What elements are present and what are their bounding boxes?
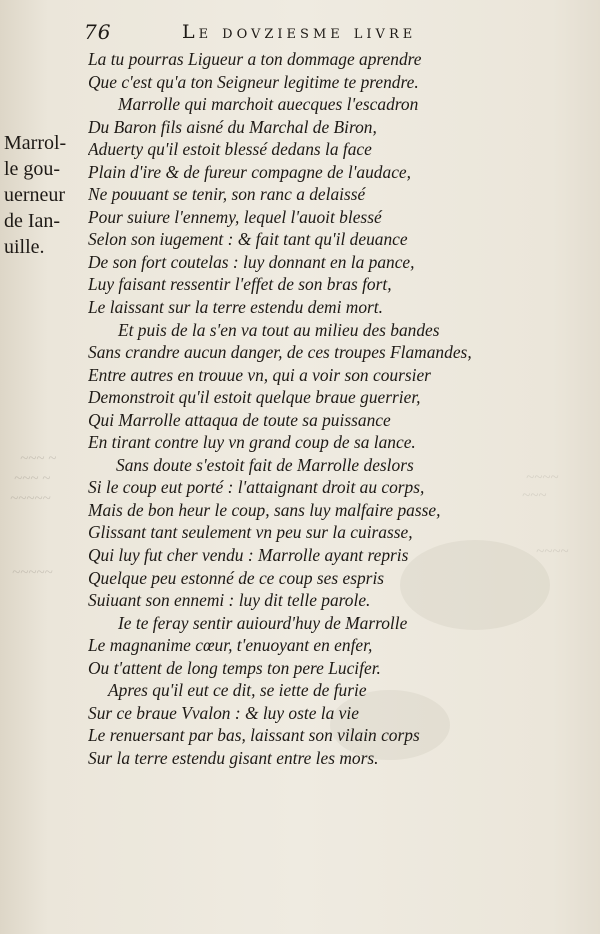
- verse-line: Qui Marrolle attaqua de toute sa puissance: [88, 409, 391, 430]
- verse-line: Selon son iugement : & fait tant qu'il deuance: [88, 229, 408, 250]
- verse-line: Demonstroit qu'il estoit quelque braue guerrier,: [88, 387, 421, 408]
- verse-line: En tirant contre luy vn grand coup de sa lance.: [88, 432, 416, 453]
- show-through-text: ~~~~ ~~~ ~~~~: [522, 470, 569, 560]
- verse-line: Ou t'attent de long temps ton pere Lucifer.: [88, 657, 381, 678]
- verse-block: [88, 48, 593, 770]
- verse-line: Quelque peu estonné de ce coup ses espris: [88, 567, 385, 588]
- page-number: 76: [84, 20, 112, 44]
- margin-note-line: uille.: [4, 236, 45, 258]
- verse-line: Apres qu'il eut ce dit, se iette de furie: [108, 680, 367, 701]
- verse-line: De son fort coutelas : luy donnant en la pance,: [88, 251, 415, 272]
- margin-note-line: le gou-: [4, 158, 61, 180]
- verse-line: Luy faisant ressentir l'effet de son bras fort,: [88, 274, 392, 295]
- verse-line: Entre autres en trouue vn, qui a voir son coursier: [88, 364, 431, 385]
- margin-note-line: uerneur: [4, 184, 66, 206]
- verse-line: Pour suiure l'ennemy, lequel l'auoit blessé: [88, 206, 382, 227]
- verse-line: Plain d'ire & de fureur compagne de l'audace,: [88, 161, 411, 182]
- verse-line: Et puis de la s'en va tout au milieu des bandes: [118, 319, 440, 340]
- margin-note-line: Marrol-: [4, 132, 67, 154]
- verse-line: Qui luy fut cher vendu : Marrolle ayant repris: [88, 545, 409, 566]
- verse-line: Sur la terre estendu gisant entre les mors.: [88, 747, 379, 768]
- verse-line: Sans crandre aucun danger, de ces troupes Flamandes,: [88, 342, 472, 363]
- verse-line: Ie te feray sentir auiourd'huy de Marrolle: [118, 612, 408, 633]
- verse-line: Suiuant son ennemi : luy dit telle parole.: [88, 590, 371, 611]
- margin-note: [4, 130, 86, 260]
- margin-note-line: de Ian-: [4, 210, 61, 232]
- verse-line: La tu pourras Ligueur a ton dommage aprendre: [88, 49, 422, 69]
- verse-line: Sans doute s'estoit fait de Marrolle deslors: [116, 454, 414, 475]
- verse-line: Le magnanime cœur, t'enuoyant en enfer,: [88, 635, 373, 656]
- verse-line: Glissant tant seulement vn peu sur la cuirasse,: [88, 522, 413, 543]
- verse-line: Si le coup eut porté : l'attaignant droit au corps,: [88, 477, 425, 498]
- verse-line: Mais de bon heur le coup, sans luy malfaire passe,: [88, 499, 441, 520]
- verse-line: Le laissant sur la terre estendu demi mort.: [88, 297, 383, 318]
- verse-line: Sur ce braue Vvalon : & luy oste la vie: [88, 702, 359, 723]
- running-title: Le dovziesme livre: [182, 21, 417, 43]
- verse-line: Du Baron fils aisné du Marchal de Biron,: [88, 116, 377, 137]
- verse-line: Ne pouuant se tenir, son ranc a delaissé: [88, 184, 366, 205]
- verse-line: Le renuersant par bas, laissant son vilain corps: [88, 725, 420, 746]
- verse-line: Que c'est qu'a ton Seigneur legitime te prendre.: [88, 71, 419, 92]
- show-through-text: ~~~ ~ ~~~ ~ ~~~~~ ~~~~~: [10, 451, 57, 581]
- verse-line: Aduerty qu'il estoit blessé dedans la face: [88, 139, 372, 160]
- verse-line: Marrolle qui marchoit auecques l'escadron: [118, 94, 419, 115]
